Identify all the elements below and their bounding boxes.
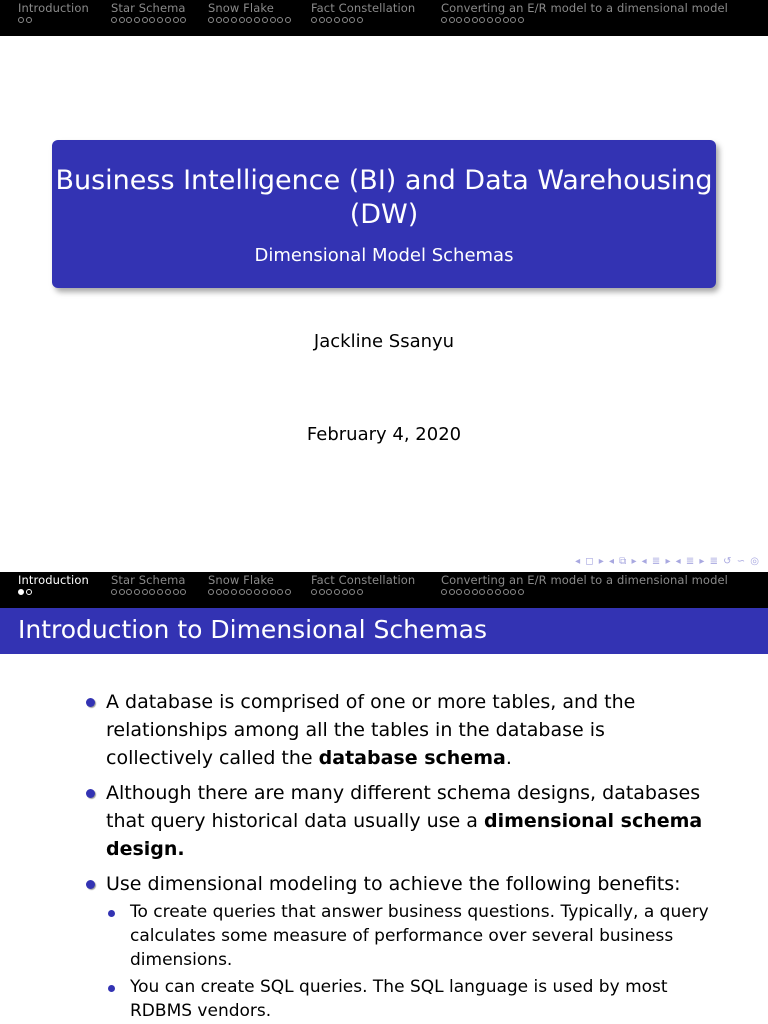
nav-slide-dot[interactable] (157, 17, 163, 23)
nav-slide-dot[interactable] (349, 17, 355, 23)
nav-slide-dot[interactable] (326, 17, 332, 23)
bullet-item (84, 688, 714, 772)
nav-slide-dot[interactable] (357, 17, 363, 23)
nav-slide-dot[interactable] (262, 589, 268, 595)
nav-slide-dot[interactable] (173, 589, 179, 595)
bullet-text: Use dimensional modeling to achieve the following benefits: (106, 873, 681, 895)
nav-slide-dot[interactable] (503, 17, 509, 23)
nav-slide-dot[interactable] (487, 17, 493, 23)
title-box (52, 140, 716, 288)
nav-slide-dot[interactable] (311, 17, 317, 23)
bullet-list (84, 688, 714, 1024)
nav-section-label: Snow Flake (208, 573, 274, 587)
nav-slide-dot-current[interactable] (18, 589, 24, 595)
nav-slide-dot[interactable] (334, 17, 340, 23)
nav-section-label: Star Schema (111, 573, 186, 587)
nav-slide-dot[interactable] (216, 589, 222, 595)
nav-slide-dots (441, 17, 526, 23)
bullet-text: . (505, 747, 512, 769)
nav-slide-dots (111, 17, 188, 23)
nav-slide-dot[interactable] (518, 17, 524, 23)
nav-slide-dot[interactable] (472, 589, 478, 595)
nav-slide-dot[interactable] (126, 589, 132, 595)
frame-title: Introduction to Dimensional Schemas (18, 615, 488, 644)
nav-slide-dots (208, 589, 293, 595)
nav-slide-dot[interactable] (134, 589, 140, 595)
nav-slide-dot[interactable] (441, 589, 447, 595)
sub-bullet-icon (108, 910, 115, 917)
nav-slide-dot[interactable] (180, 589, 186, 595)
nav-slide-dot[interactable] (285, 17, 291, 23)
nav-slide-dot[interactable] (223, 589, 229, 595)
nav-slide-dot[interactable] (18, 17, 24, 23)
nav-slide-dot[interactable] (246, 17, 252, 23)
nav-slide-dot[interactable] (510, 17, 516, 23)
presentation-subtitle: Dimensional Model Schemas (254, 245, 514, 266)
nav-slide-dot[interactable] (246, 589, 252, 595)
nav-slide-dot[interactable] (142, 589, 148, 595)
sub-bullet-text: To create queries that answer business questions. Typically, a query calculates some measure of performance over several business dimensions. (130, 902, 709, 970)
nav-slide-dot[interactable] (165, 589, 171, 595)
nav-slide-dot[interactable] (180, 17, 186, 23)
bullet-item (84, 870, 714, 1023)
nav-slide-dots (441, 589, 526, 595)
nav-slide-dot[interactable] (126, 17, 132, 23)
nav-slide-dot[interactable] (231, 589, 237, 595)
nav-slide-dot[interactable] (239, 17, 245, 23)
nav-slide-dot[interactable] (254, 17, 260, 23)
author-name: Jackline Ssanyu (313, 331, 455, 352)
nav-slide-dot[interactable] (464, 17, 470, 23)
bullet-bold-text: database schema (318, 747, 506, 769)
nav-slide-dot[interactable] (319, 17, 325, 23)
nav-slide-dot[interactable] (449, 17, 455, 23)
nav-slide-dot[interactable] (149, 17, 155, 23)
nav-slide-dot[interactable] (208, 17, 214, 23)
nav-slide-dot[interactable] (173, 17, 179, 23)
presentation-title-line: (DW) (349, 199, 419, 230)
nav-slide-dot[interactable] (223, 17, 229, 23)
nav-slide-dot[interactable] (285, 589, 291, 595)
nav-slide-dot[interactable] (464, 589, 470, 595)
nav-section-label: Converting an E/R model to a dimensional model (441, 573, 728, 587)
nav-section-label: Fact Constellation (311, 573, 416, 587)
nav-section-label: Snow Flake (208, 1, 274, 15)
frame-title-bar (0, 608, 768, 654)
nav-slide-dot[interactable] (495, 17, 501, 23)
nav-slide-dot[interactable] (449, 589, 455, 595)
nav-slide-dot[interactable] (487, 589, 493, 595)
nav-slide-dot[interactable] (26, 17, 32, 23)
nav-slide-dots (208, 17, 293, 23)
nav-slide-dot[interactable] (479, 17, 485, 23)
content-slide (0, 572, 768, 1024)
nav-slide-dot[interactable] (311, 589, 317, 595)
nav-slide-dot[interactable] (518, 589, 524, 595)
nav-section-label: Introduction (18, 1, 89, 15)
presentation-title-line: Business Intelligence (BI) and Data Warehousing (55, 165, 713, 196)
nav-slide-dot[interactable] (277, 17, 283, 23)
nav-slide-dot[interactable] (349, 589, 355, 595)
nav-slide-dot[interactable] (510, 589, 516, 595)
bullet-icon (86, 789, 95, 798)
nav-section-label: Star Schema (111, 1, 186, 15)
nav-slide-dot[interactable] (254, 589, 260, 595)
nav-slide-dots (18, 17, 33, 23)
nav-slide-dot[interactable] (319, 589, 325, 595)
section-navbar (0, 0, 768, 36)
nav-slide-dot[interactable] (342, 589, 348, 595)
nav-slide-dot[interactable] (111, 17, 117, 23)
nav-slide-dot[interactable] (208, 589, 214, 595)
bullet-bold-text: dimensional schema design. (106, 810, 703, 860)
nav-slide-dot[interactable] (157, 589, 163, 595)
nav-slide-dot[interactable] (479, 589, 485, 595)
nav-slide-dot[interactable] (119, 589, 125, 595)
nav-slide-dot[interactable] (231, 17, 237, 23)
bullet-icon (86, 880, 95, 889)
bullet-icon (86, 698, 95, 707)
nav-slide-dot[interactable] (216, 17, 222, 23)
nav-section-label: Converting an E/R model to a dimensional model (441, 1, 728, 15)
nav-slide-dot[interactable] (26, 589, 32, 595)
bullet-text: Although there are many different schema designs, databases that query historical data usually use a (106, 782, 701, 832)
sub-bullet-item (106, 975, 714, 1023)
nav-slide-dot[interactable] (119, 17, 125, 23)
bullet-item (84, 779, 714, 863)
sub-bullet-text: You can create SQL queries. The SQL language is used by most RDBMS vendors. (130, 977, 668, 1021)
nav-slide-dot[interactable] (342, 17, 348, 23)
section-navbar (0, 572, 768, 608)
nav-slide-dot[interactable] (326, 589, 332, 595)
presentation-title (52, 164, 716, 232)
sub-bullet-icon (108, 985, 115, 992)
sub-bullet-list (106, 900, 714, 1023)
nav-slide-dots (111, 589, 188, 595)
nav-slide-dot[interactable] (456, 589, 462, 595)
nav-slide-dot[interactable] (357, 589, 363, 595)
nav-slide-dot[interactable] (503, 589, 509, 595)
nav-slide-dots (311, 589, 365, 595)
bullet-text: A database is comprised of one or more tables, and the relationships among all the tables in the database is collectively called the (106, 691, 636, 769)
nav-slide-dot[interactable] (277, 589, 283, 595)
nav-slide-dot[interactable] (441, 17, 447, 23)
nav-slide-dot[interactable] (149, 589, 155, 595)
nav-slide-dots (311, 17, 365, 23)
presentation-date: February 4, 2020 (306, 424, 462, 445)
nav-slide-dot[interactable] (165, 17, 171, 23)
beamer-navigation-icons[interactable]: ◂ ◻ ▸ ◂ ⧉ ▸ ◂ ≣ ▸ ◂ ≣ ▸ ≣ ↺ ∽ ◎ (575, 556, 760, 567)
nav-slide-dot[interactable] (456, 17, 462, 23)
nav-section-label: Introduction (18, 573, 89, 587)
nav-slide-dot[interactable] (111, 589, 117, 595)
nav-slide-dots (18, 589, 33, 595)
nav-section-label: Fact Constellation (311, 1, 416, 15)
nav-slide-dot[interactable] (239, 589, 245, 595)
sub-bullet-item (106, 900, 714, 972)
nav-slide-dot[interactable] (142, 17, 148, 23)
nav-slide-dot[interactable] (262, 17, 268, 23)
nav-slide-dot[interactable] (334, 589, 340, 595)
nav-slide-dot[interactable] (495, 589, 501, 595)
nav-slide-dot[interactable] (134, 17, 140, 23)
nav-slide-dot[interactable] (270, 589, 276, 595)
nav-slide-dot[interactable] (472, 17, 478, 23)
nav-slide-dot[interactable] (270, 17, 276, 23)
